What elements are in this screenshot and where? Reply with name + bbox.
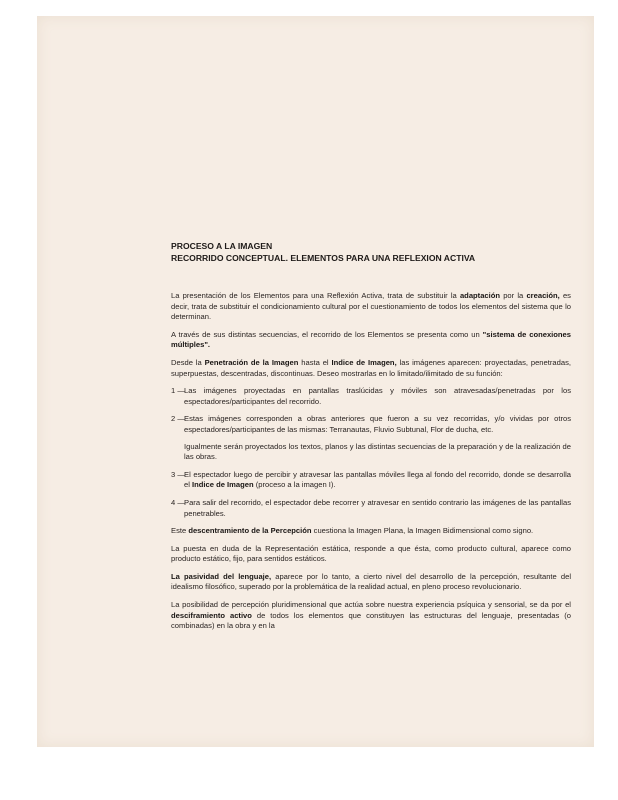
- bold-term: "sistema de conexiones múltiples".: [171, 329, 571, 350]
- text-run: A través de sus distintas secuencias, el recorrido de los Elementos se presenta como un: [171, 329, 483, 339]
- item-text: Para salir del recorrido, el espectador debe recorrer y atravesar en sentido contrario las imágenes de las pantallas penetrables.: [184, 497, 571, 518]
- text-run: por la: [500, 291, 527, 300]
- bold-term: desciframiento activo: [171, 610, 252, 620]
- paragraph-7: [171, 600, 571, 632]
- bold-term: descentramiento de la Percepción: [188, 526, 312, 536]
- heading-line-1: PROCESO A LA IMAGEN: [171, 241, 273, 251]
- text-run: hasta el: [298, 357, 332, 367]
- list-item: [171, 386, 571, 407]
- bold-term: Indice de Imagen,: [331, 357, 397, 367]
- paragraph-2: [171, 330, 571, 351]
- text-run: La presentación de los Elementos para una Reflexión Activa, trata de substituir la: [171, 291, 460, 300]
- text-run: Desde la: [171, 357, 205, 367]
- item-text: Estas imágenes corresponden a obras anteriores que fueron a su vez recorridas, y/o vividas por otros espectadores/participantes de las mismas: Terranautas, Fluvio Subtunal, Flor de ducha, etc.: [184, 414, 571, 434]
- item-subtext: Igualmente serán proyectados los textos, planos y las distintas secuencias de la preparación y de la realización de las obras.: [184, 441, 571, 462]
- text-run: cuestiona la Imagen Plana, la Imagen Bidimensional como signo.: [311, 526, 534, 536]
- text-run: es decir, trata de substituir el condicionamiento cultural por el cuestionamiento de todos los elementos del sistema que lo determinan.: [171, 291, 571, 322]
- text-run: aparece por lo tanto, a cierto nivel del desarrollo de la percepción, resultante del idealismo filosófico, superado por la problemática de la realidad actual, en pleno proceso revolucionario.: [171, 571, 572, 592]
- list-item: [171, 498, 571, 519]
- item-number: 1 —: [171, 386, 185, 396]
- item-text-tail: (proceso a la imagen I).: [253, 480, 336, 490]
- paragraph-5: [171, 544, 571, 565]
- item-number: 2 —: [171, 414, 185, 424]
- text-run: La posibilidad de percepción pluridimensional que actúa sobre nuestra experiencia psíquica y sensorial, se da por el: [171, 600, 571, 610]
- text-run: de todos los elementos que constituyen las estructuras del lenguaje, presentadas (o combinadas) en la obra y en la: [171, 610, 571, 631]
- heading-line-2: RECORRIDO CONCEPTUAL. ELEMENTOS PARA UNA REFLEXION ACTIVA: [171, 252, 476, 263]
- paragraph-4: [171, 526, 571, 537]
- bold-term: adaptación: [459, 291, 501, 300]
- bold-term: La pasividad del lenguaje,: [171, 571, 272, 581]
- text-run: las imágenes aparecen: proyectadas, penetradas, superpuestas, descentradas, discontinuas. Deseo mostrarlas en lo limitado/ilimitado de su función:: [171, 357, 571, 378]
- item-number: 4 —: [171, 497, 185, 507]
- paragraph-6: [171, 572, 571, 593]
- document-page: [37, 16, 594, 747]
- item-text: El espectador luego de percibir y atravesar las pantallas móviles llega al fondo del recorrido, donde se desarrolla el: [184, 469, 571, 490]
- bold-term: creación,: [526, 291, 560, 300]
- text-run: Este: [171, 526, 189, 536]
- document-body: [171, 241, 571, 639]
- paragraph-3: [171, 358, 571, 379]
- bold-term: Penetración de la Imagen: [204, 357, 299, 367]
- item-number: 3 —: [171, 469, 185, 479]
- paragraph-1: [171, 291, 571, 323]
- document-heading: [171, 241, 571, 264]
- list-item: [171, 414, 571, 462]
- bold-term: Indice de Imagen: [192, 480, 254, 490]
- list-item: [171, 470, 571, 491]
- item-text: Las imágenes proyectadas en pantallas traslúcidas y móviles son atravesadas/penetradas por los espectadores/participantes del recorrido.: [184, 386, 571, 406]
- text-run: La puesta en duda de la Representación estática, responde a que ésta, como producto cultural, aparece como producto estático, fijo, para sentidos estáticos.: [171, 543, 571, 564]
